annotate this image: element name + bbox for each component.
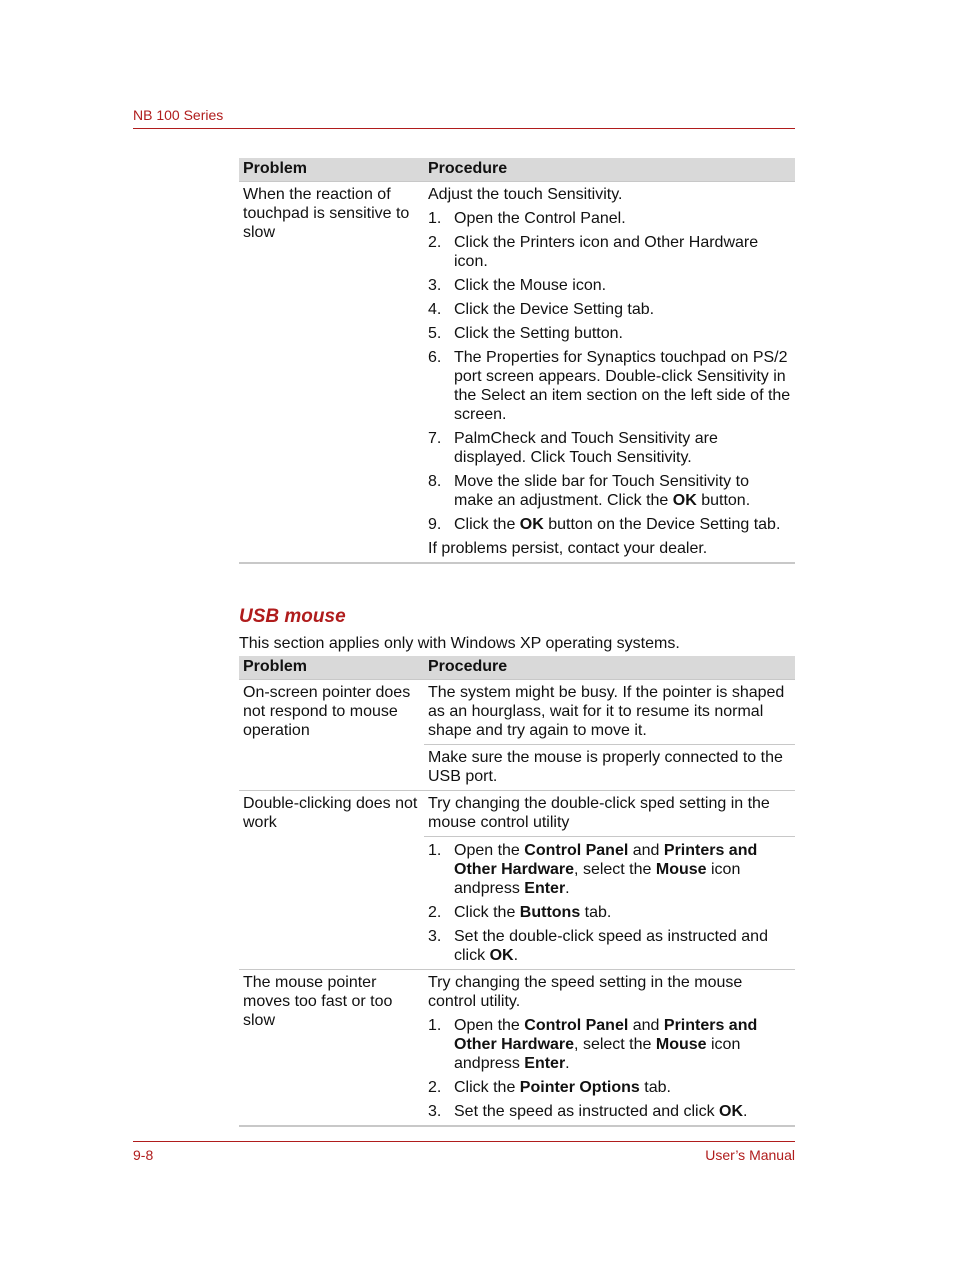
step-item: 2. Click the Buttons tab. — [428, 904, 612, 921]
step-item: 8. Move the slide bar for Touch Sensitivity to make an adjustment. Click the OK button. — [428, 473, 751, 509]
problem-cell: Double-clicking does not work — [239, 791, 424, 970]
section-title: USB mouse — [239, 606, 346, 627]
step-item: 3. Set the speed as instructed and click OK. — [428, 1103, 748, 1120]
procedure-cell — [424, 182, 795, 564]
step-item: 1. Open the Control Panel. — [428, 210, 626, 227]
problem-cell: On-screen pointer does not respond to mouse operation — [239, 680, 424, 791]
procedure-outro: If problems persist, contact your dealer. — [428, 540, 708, 557]
page-number: 9-8 — [133, 1147, 154, 1163]
procedure-cell: Make sure the mouse is properly connected to the USB port. — [424, 745, 795, 791]
step-item: 2. Click the Printers icon and Other Hardware icon. — [428, 234, 759, 270]
section-intro: This section applies only with Windows XP operating systems. — [239, 635, 680, 652]
manual-title: User’s Manual — [705, 1147, 795, 1163]
footer-rule — [133, 1141, 795, 1142]
table-header-row — [239, 158, 795, 182]
step-item: 1. Open the Control Panel and Printers and Other Hardware, select the Mouse icon andpress Enter. — [428, 1017, 758, 1072]
step-item: 3. Set the double-click speed as instructed and click OK. — [428, 928, 768, 964]
step-item: 5. Click the Setting button. — [428, 325, 623, 342]
header-rule — [133, 128, 795, 129]
problem-cell: When the reaction of touchpad is sensitive to slow — [239, 182, 424, 564]
procedure-cell — [424, 970, 795, 1127]
touchpad-troubleshooting-table — [239, 158, 795, 564]
step-item: 7. PalmCheck and Touch Sensitivity are displayed. Click Touch Sensitivity. — [428, 430, 718, 466]
procedure-intro: Adjust the touch Sensitivity. — [428, 186, 623, 203]
procedure-intro: Try changing the speed setting in the mouse control utility. — [428, 974, 743, 1010]
running-header: NB 100 Series — [133, 107, 224, 123]
usb-mouse-troubleshooting-table — [239, 656, 795, 1127]
step-item: 1. Open the Control Panel and Printers and Other Hardware, select the Mouse icon andpress Enter. — [428, 842, 758, 897]
step-item: 3. Click the Mouse icon. — [428, 277, 607, 294]
problem-column-header: Problem — [239, 158, 424, 182]
table-header-row — [239, 656, 795, 680]
problem-cell: The mouse pointer moves too fast or too slow — [239, 970, 424, 1127]
step-item: 9. Click the OK button on the Device Setting tab. — [428, 516, 781, 533]
procedure-column-header: Procedure — [424, 158, 795, 182]
procedure-cell: The system might be busy. If the pointer is shaped as an hourglass, wait for it to resume its normal shape and try again to move it. — [424, 680, 795, 745]
step-item: 4. Click the Device Setting tab. — [428, 301, 655, 318]
problem-column-header: Problem — [239, 656, 424, 680]
procedure-cell: Try changing the double-click sped setting in the mouse control utility — [424, 791, 795, 837]
table-row — [239, 791, 795, 837]
table-row — [239, 970, 795, 1127]
procedure-steps — [428, 1016, 791, 1121]
step-item: 2. Click the Pointer Options tab. — [428, 1079, 671, 1096]
procedure-steps — [428, 841, 791, 965]
step-item: 6. The Properties for Synaptics touchpad on PS/2 port screen appears. Double-click Sensitivity in the Select an item section on the left side of the screen. — [428, 349, 791, 423]
procedure-cell — [424, 837, 795, 970]
table-row — [239, 680, 795, 745]
table-row — [239, 182, 795, 564]
procedure-column-header: Procedure — [424, 656, 795, 680]
procedure-steps — [428, 209, 791, 534]
